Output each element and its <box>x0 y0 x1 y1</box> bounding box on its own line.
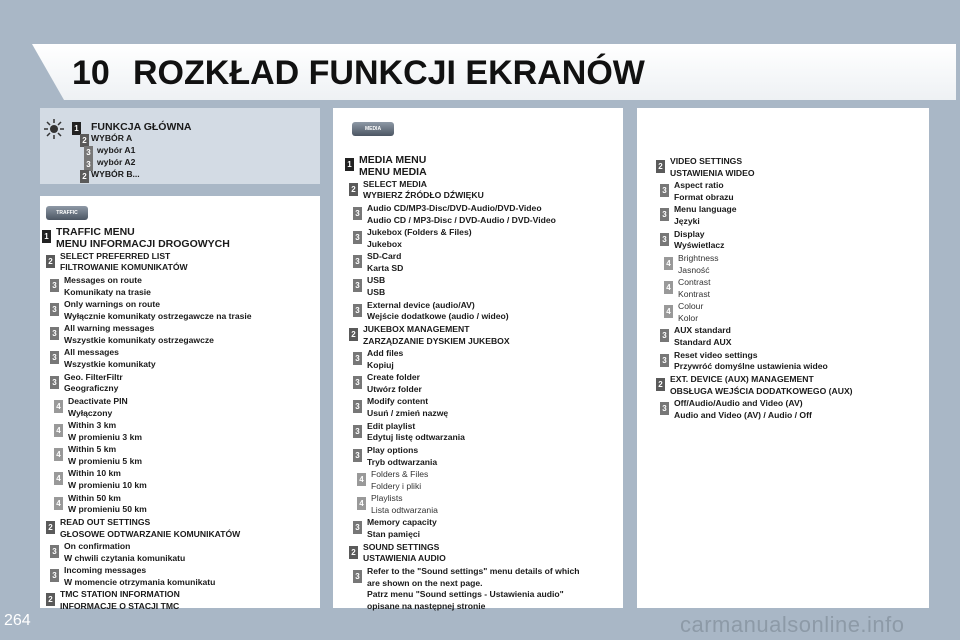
media-item-2-line1: Audio CD/MP3-Disc/DVD-Audio/DVD-Video <box>367 202 542 213</box>
traffic-item-10-line1: Within 10 km <box>68 468 121 479</box>
video-item-0-line2: USTAWIENIA WIDEO <box>670 167 755 178</box>
level-badge: 2 <box>656 160 665 173</box>
traffic-item-8-line1: Within 3 km <box>68 420 117 430</box>
page-number: 264 <box>4 612 31 629</box>
video-item-10-line2: Audio and Video (AV) / Audio / Off <box>674 409 812 420</box>
video-item-9-line2: OBSŁUGA WEJŚCIA DODATKOWEGO (AUX) <box>670 385 853 396</box>
level-badge: 3 <box>660 402 669 415</box>
media-item-10-line2: Usuń / zmień nazwę <box>367 408 449 419</box>
level-badge: 3 <box>50 351 59 364</box>
media-item-9-line2: Utwórz folder <box>367 384 422 394</box>
level-badge: 3 <box>84 158 93 171</box>
level-badge: 4 <box>357 497 366 510</box>
level-badge: 3 <box>50 327 59 340</box>
media-item-1-line2: WYBIERZ ŹRÓDŁO DŹWIĘKU <box>363 190 484 201</box>
media-item-0-line2: MENU MEDIA <box>359 166 427 178</box>
traffic-item-15-line2: INFORMACJE O STACJI TMC <box>60 601 180 612</box>
video-item-7-line2: Standard AUX <box>674 337 732 348</box>
media-item-16-line1: SOUND SETTINGS <box>363 541 440 552</box>
level-badge: 2 <box>80 134 89 147</box>
video-item-6-line2: Kolor <box>678 313 699 323</box>
level-badge: 3 <box>50 569 59 582</box>
media-item-4-line2: Karta SD <box>367 263 404 273</box>
level-badge: 2 <box>656 378 665 391</box>
media-item-6-line2: Wejście dodatkowe (audio / wideo) <box>367 311 509 322</box>
level-badge: 4 <box>54 448 63 461</box>
level-badge: 3 <box>353 425 362 438</box>
media-item-15-line1: Memory capacity <box>367 517 437 528</box>
traffic-item-9-line2: W promieniu 5 km <box>68 456 143 466</box>
traffic-item-14-line1: Incoming messages <box>64 565 147 576</box>
level-badge: 4 <box>357 473 366 486</box>
traffic-item-2-line1: Messages on route <box>64 274 142 285</box>
level-badge: 3 <box>660 208 669 221</box>
level-badge: 4 <box>54 400 63 413</box>
chapter-number: 10 <box>72 54 110 92</box>
traffic-item-11-line1: Within 50 km <box>68 492 121 503</box>
traffic-item-3-line1: Only warnings on route <box>64 299 160 309</box>
level-badge: 3 <box>50 376 59 389</box>
level-badge: 4 <box>54 424 63 437</box>
level-badge: 3 <box>353 207 362 220</box>
media-item-7-line2: ZARZĄDZANIE DYSKIEM JUKEBOX <box>363 335 510 346</box>
legend-main-function: FUNKCJA GŁÓWNA <box>91 121 192 133</box>
level-badge: 1 <box>345 158 354 171</box>
traffic-item-6-line1: Geo. FilterFiltr <box>64 371 123 382</box>
video-item-2-line2: Języki <box>674 216 700 227</box>
header-corner-fold <box>32 44 64 100</box>
video-item-2-line1: Menu language <box>674 204 737 215</box>
media-item-1-line1: SELECT MEDIA <box>363 178 427 189</box>
video-item-4-line1: Brightness <box>678 252 719 263</box>
level-badge: 3 <box>660 184 669 197</box>
media-item-17-line2: are shown on the next page. <box>367 577 483 588</box>
traffic-item-1-line2: FILTROWANIE KOMUNIKATÓW <box>60 262 188 273</box>
level-badge: 4 <box>664 257 673 270</box>
traffic-item-7-line1: Deactivate PIN <box>68 395 128 406</box>
legend-choice-b: WYBÓR B... <box>91 169 140 179</box>
media-item-10-line1: Modify content <box>367 396 429 407</box>
level-badge: 3 <box>660 354 669 367</box>
traffic-item-13-line1: On confirmation <box>64 541 131 551</box>
media-item-3-line2: Jukebox <box>367 238 402 249</box>
media-button-icon: MEDIA <box>352 122 394 136</box>
media-item-5-line1: USB <box>367 275 386 286</box>
level-badge: 2 <box>46 593 55 606</box>
level-badge: 2 <box>349 183 358 196</box>
video-item-4-line2: Jasność <box>678 264 710 275</box>
level-badge: 3 <box>353 570 362 583</box>
media-item-16-line2: USTAWIENIA AUDIO <box>363 553 446 564</box>
level-badge: 2 <box>46 255 55 268</box>
traffic-item-5-line2: Wszystkie komunikaty <box>64 359 156 370</box>
level-badge: 2 <box>349 546 358 559</box>
level-badge: 3 <box>660 329 669 342</box>
level-badge: 3 <box>353 449 362 462</box>
traffic-item-10-line2: W promieniu 10 km <box>68 480 147 491</box>
media-item-5-line2: USB <box>367 287 386 298</box>
traffic-item-8-line2: W promieniu 3 km <box>68 431 143 442</box>
traffic-item-12-line1: READ OUT SETTINGS <box>60 516 151 527</box>
traffic-item-12-line2: GŁOSOWE ODTWARZANIE KOMUNIKATÓW <box>60 528 241 539</box>
level-badge: 2 <box>46 521 55 534</box>
level-badge: 2 <box>80 170 89 183</box>
video-item-7-line1: AUX standard <box>674 325 731 336</box>
traffic-item-9-line1: Within 5 km <box>68 444 117 455</box>
level-badge: 3 <box>50 545 59 558</box>
media-item-0-line1: MEDIA MENU <box>359 154 427 166</box>
level-badge: 3 <box>353 352 362 365</box>
traffic-item-2-line2: Komunikaty na trasie <box>64 286 151 297</box>
video-item-8-line2: Przywróć domyślne ustawienia wideo <box>674 361 828 372</box>
level-badge: 1 <box>72 122 81 135</box>
traffic-item-4-line2: Wszystkie komunikaty ostrzegawcze <box>64 335 214 345</box>
video-item-1-line2: Format obrazu <box>674 192 734 202</box>
traffic-item-14-line2: W momencie otrzymania komunikatu <box>64 577 216 587</box>
media-item-12-line2: Tryb odtwarzania <box>367 456 438 467</box>
traffic-item-3-line2: Wyłącznie komunikaty ostrzegawcze na trasie <box>64 310 252 321</box>
media-item-17-line1: Refer to the "Sound settings" menu details of which <box>367 565 580 576</box>
traffic-item-5-line1: All messages <box>64 347 119 358</box>
legend-choice-a: WYBÓR A <box>91 133 133 143</box>
level-badge: 1 <box>42 230 51 243</box>
media-item-13-line1: Folders & Files <box>371 469 429 479</box>
media-item-12-line1: Play options <box>367 444 419 455</box>
media-item-7-line1: JUKEBOX MANAGEMENT <box>363 323 470 334</box>
traffic-item-7-line2: Wyłączony <box>68 407 113 418</box>
media-item-2-line2: Audio CD / MP3-Disc / DVD-Audio / DVD-Video <box>367 214 556 225</box>
traffic-item-11-line2: W promieniu 50 km <box>68 504 147 515</box>
level-badge: 3 <box>660 233 669 246</box>
media-item-14-line2: Lista odtwarzania <box>371 505 438 515</box>
media-item-17-line4: opisane na następnej stronie <box>367 601 486 612</box>
level-badge: 3 <box>50 279 59 292</box>
watermark-text: carmanualsonline.info <box>680 612 905 637</box>
video-item-6-line1: Colour <box>678 301 704 312</box>
media-item-8-line2: Kopiuj <box>367 359 394 370</box>
media-item-8-line1: Add files <box>367 348 404 358</box>
traffic-item-15-line1: TMC STATION INFORMATION <box>60 589 180 600</box>
video-item-0-line1: VIDEO SETTINGS <box>670 156 743 166</box>
traffic-item-0-line1: TRAFFIC MENU <box>56 226 135 238</box>
level-badge: 3 <box>353 521 362 534</box>
video-item-5-line1: Contrast <box>678 277 711 287</box>
media-item-14-line1: Playlists <box>371 493 403 504</box>
media-item-4-line1: SD-Card <box>367 251 402 262</box>
video-item-10-line1: Off/Audio/Audio and Video (AV) <box>674 398 803 408</box>
traffic-item-13-line2: W chwili czytania komunikatu <box>64 552 186 563</box>
media-item-15-line2: Stan pamięci <box>367 529 421 540</box>
chapter-title: ROZKŁAD FUNKCJI EKRANÓW <box>133 54 645 92</box>
sun-icon <box>43 118 65 140</box>
media-item-6-line1: External device (audio/AV) <box>367 299 475 310</box>
level-badge: 4 <box>54 472 63 485</box>
media-item-3-line1: Jukebox (Folders & Files) <box>367 227 472 237</box>
video-item-9-line1: EXT. DEVICE (AUX) MANAGEMENT <box>670 373 814 384</box>
media-item-9-line1: Create folder <box>367 372 421 383</box>
traffic-button-icon: TRAFFIC <box>46 206 88 220</box>
video-item-1-line1: Aspect ratio <box>674 180 724 191</box>
video-item-3-line1: Display <box>674 228 705 239</box>
level-badge: 3 <box>84 146 93 159</box>
traffic-item-6-line2: Geograficzny <box>64 383 119 394</box>
level-badge: 4 <box>54 497 63 510</box>
level-badge: 3 <box>50 303 59 316</box>
video-item-5-line2: Kontrast <box>678 288 711 299</box>
legend-choice-a1: wybór A1 <box>97 145 136 155</box>
traffic-item-0-line2: MENU INFORMACJI DROGOWYCH <box>56 238 230 250</box>
level-badge: 2 <box>349 328 358 341</box>
level-badge: 3 <box>353 400 362 413</box>
level-badge: 3 <box>353 231 362 244</box>
video-item-3-line2: Wyświetlacz <box>674 240 725 251</box>
level-badge: 3 <box>353 304 362 317</box>
traffic-item-4-line1: All warning messages <box>64 323 155 334</box>
traffic-item-1-line1: SELECT PREFERRED LIST <box>60 250 171 261</box>
legend-choice-a2: wybór A2 <box>97 157 136 167</box>
level-badge: 3 <box>353 255 362 268</box>
media-item-11-line1: Edit playlist <box>367 420 416 431</box>
media-item-13-line2: Foldery i pliki <box>371 480 422 491</box>
level-badge: 4 <box>664 305 673 318</box>
level-badge: 3 <box>353 376 362 389</box>
level-badge: 3 <box>353 279 362 292</box>
media-item-17-line3: Patrz menu "Sound settings - Ustawienia audio" <box>367 589 564 600</box>
video-item-8-line1: Reset video settings <box>674 349 758 360</box>
level-badge: 4 <box>664 281 673 294</box>
media-item-11-line2: Edytuj listę odtwarzania <box>367 432 465 443</box>
